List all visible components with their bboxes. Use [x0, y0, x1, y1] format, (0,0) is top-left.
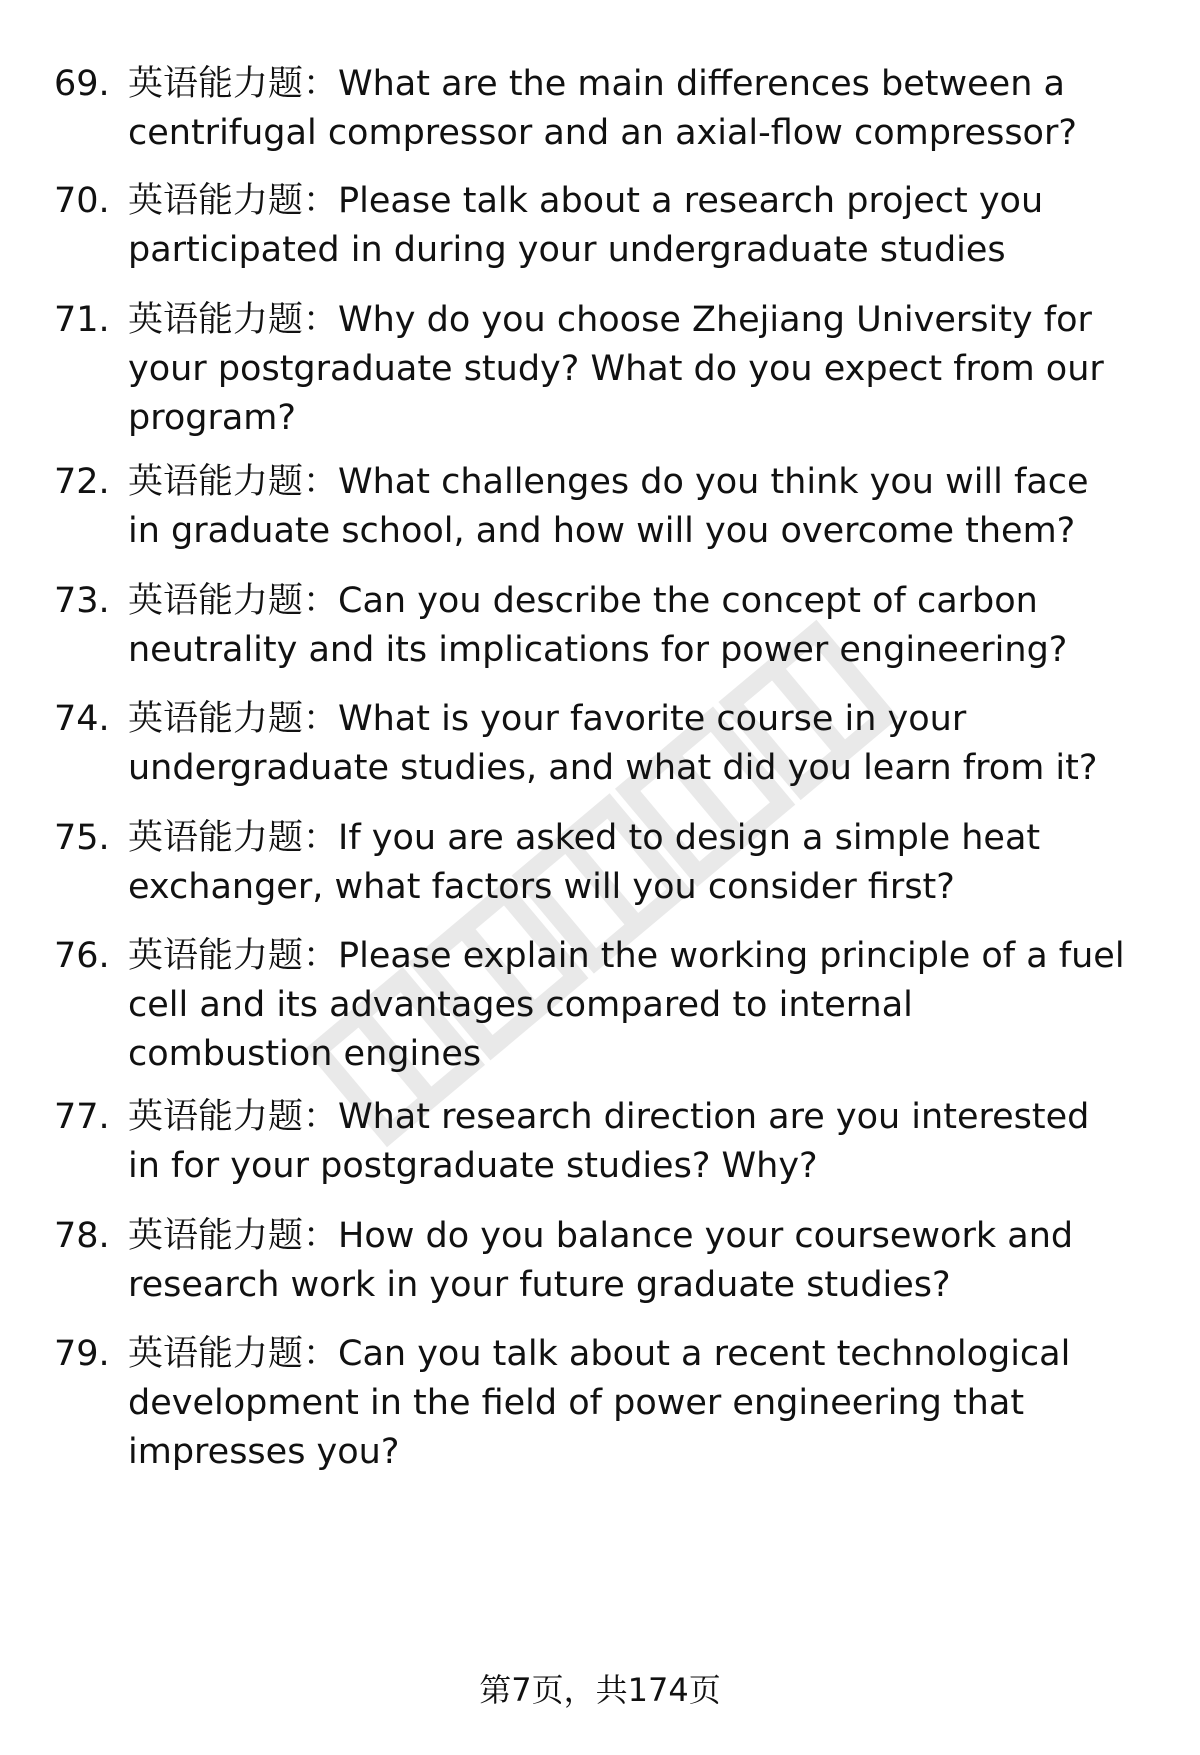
question-text: What is your favorite course in your undergraduate studies, and what did you learn from it? [128, 699, 1098, 788]
question-text: Why do you choose Zhejiang University for your postgraduate study? What do you expect from our program? [128, 300, 1104, 438]
list-item [54, 1093, 1154, 1191]
question-text: What challenges do you think you will face in graduate school, and how will you overcome them? [128, 462, 1089, 551]
question-number: 71. [54, 300, 110, 340]
question-content [128, 932, 1128, 1079]
question-number: 76. [54, 936, 110, 976]
question-text: Please explain the working principle of a fuel cell and its advantages compared to internal combustion engines [128, 936, 1125, 1074]
question-content [128, 1212, 1128, 1310]
page-indicator: 第7页，共174页 [479, 1671, 721, 1709]
question-content [128, 60, 1128, 158]
question-content [128, 577, 1128, 675]
question-label: 英语能力题： [128, 1334, 339, 1374]
list-item [54, 458, 1154, 556]
list-item [54, 695, 1154, 793]
question-number: 75. [54, 818, 110, 858]
question-number: 79. [54, 1334, 110, 1374]
question-number: 73. [54, 581, 110, 621]
question-label: 英语能力题： [128, 64, 339, 104]
list-item [54, 814, 1154, 912]
question-content [128, 296, 1128, 443]
question-number: 77. [54, 1097, 110, 1137]
list-item [54, 1212, 1154, 1310]
question-label: 英语能力题： [128, 181, 339, 221]
question-text: How do you balance your coursework and research work in your future graduate studies? [128, 1216, 1074, 1305]
question-text: What research direction are you interested in for your postgraduate studies? Why? [128, 1097, 1090, 1186]
list-item [54, 60, 1154, 158]
list-item [54, 577, 1154, 675]
question-content [128, 814, 1128, 912]
question-content [128, 1093, 1128, 1191]
question-label: 英语能力题： [128, 1216, 339, 1256]
question-content [128, 695, 1128, 793]
list-item [54, 296, 1154, 443]
question-label: 英语能力题： [128, 462, 339, 502]
question-number: 78. [54, 1216, 110, 1256]
question-number: 69. [54, 64, 110, 104]
question-label: 英语能力题： [128, 581, 339, 621]
question-content [128, 177, 1128, 275]
question-text: Please talk about a research project you participated in during your undergraduate studies [128, 181, 1044, 270]
question-content [128, 458, 1128, 556]
list-item [54, 177, 1154, 275]
question-text: Can you talk about a recent technological development in the field of power engineering that impresses you? [128, 1334, 1071, 1472]
question-number: 72. [54, 462, 110, 502]
question-text: What are the main differences between a centrifugal compressor and an axial-flow compressor? [128, 64, 1077, 153]
list-item [54, 932, 1154, 1079]
question-label: 英语能力题： [128, 1097, 339, 1137]
question-label: 英语能力题： [128, 936, 339, 976]
question-number: 70. [54, 181, 110, 221]
question-label: 英语能力题： [128, 699, 339, 739]
question-label: 英语能力题： [128, 300, 339, 340]
question-text: Can you describe the concept of carbon neutrality and its implications for power engineering? [128, 581, 1068, 670]
question-content [128, 1330, 1128, 1477]
list-item [54, 1330, 1154, 1477]
question-label: 英语能力题： [128, 818, 339, 858]
question-number: 74. [54, 699, 110, 739]
question-text: If you are asked to design a simple heat exchanger, what factors will you consider first? [128, 818, 1041, 907]
